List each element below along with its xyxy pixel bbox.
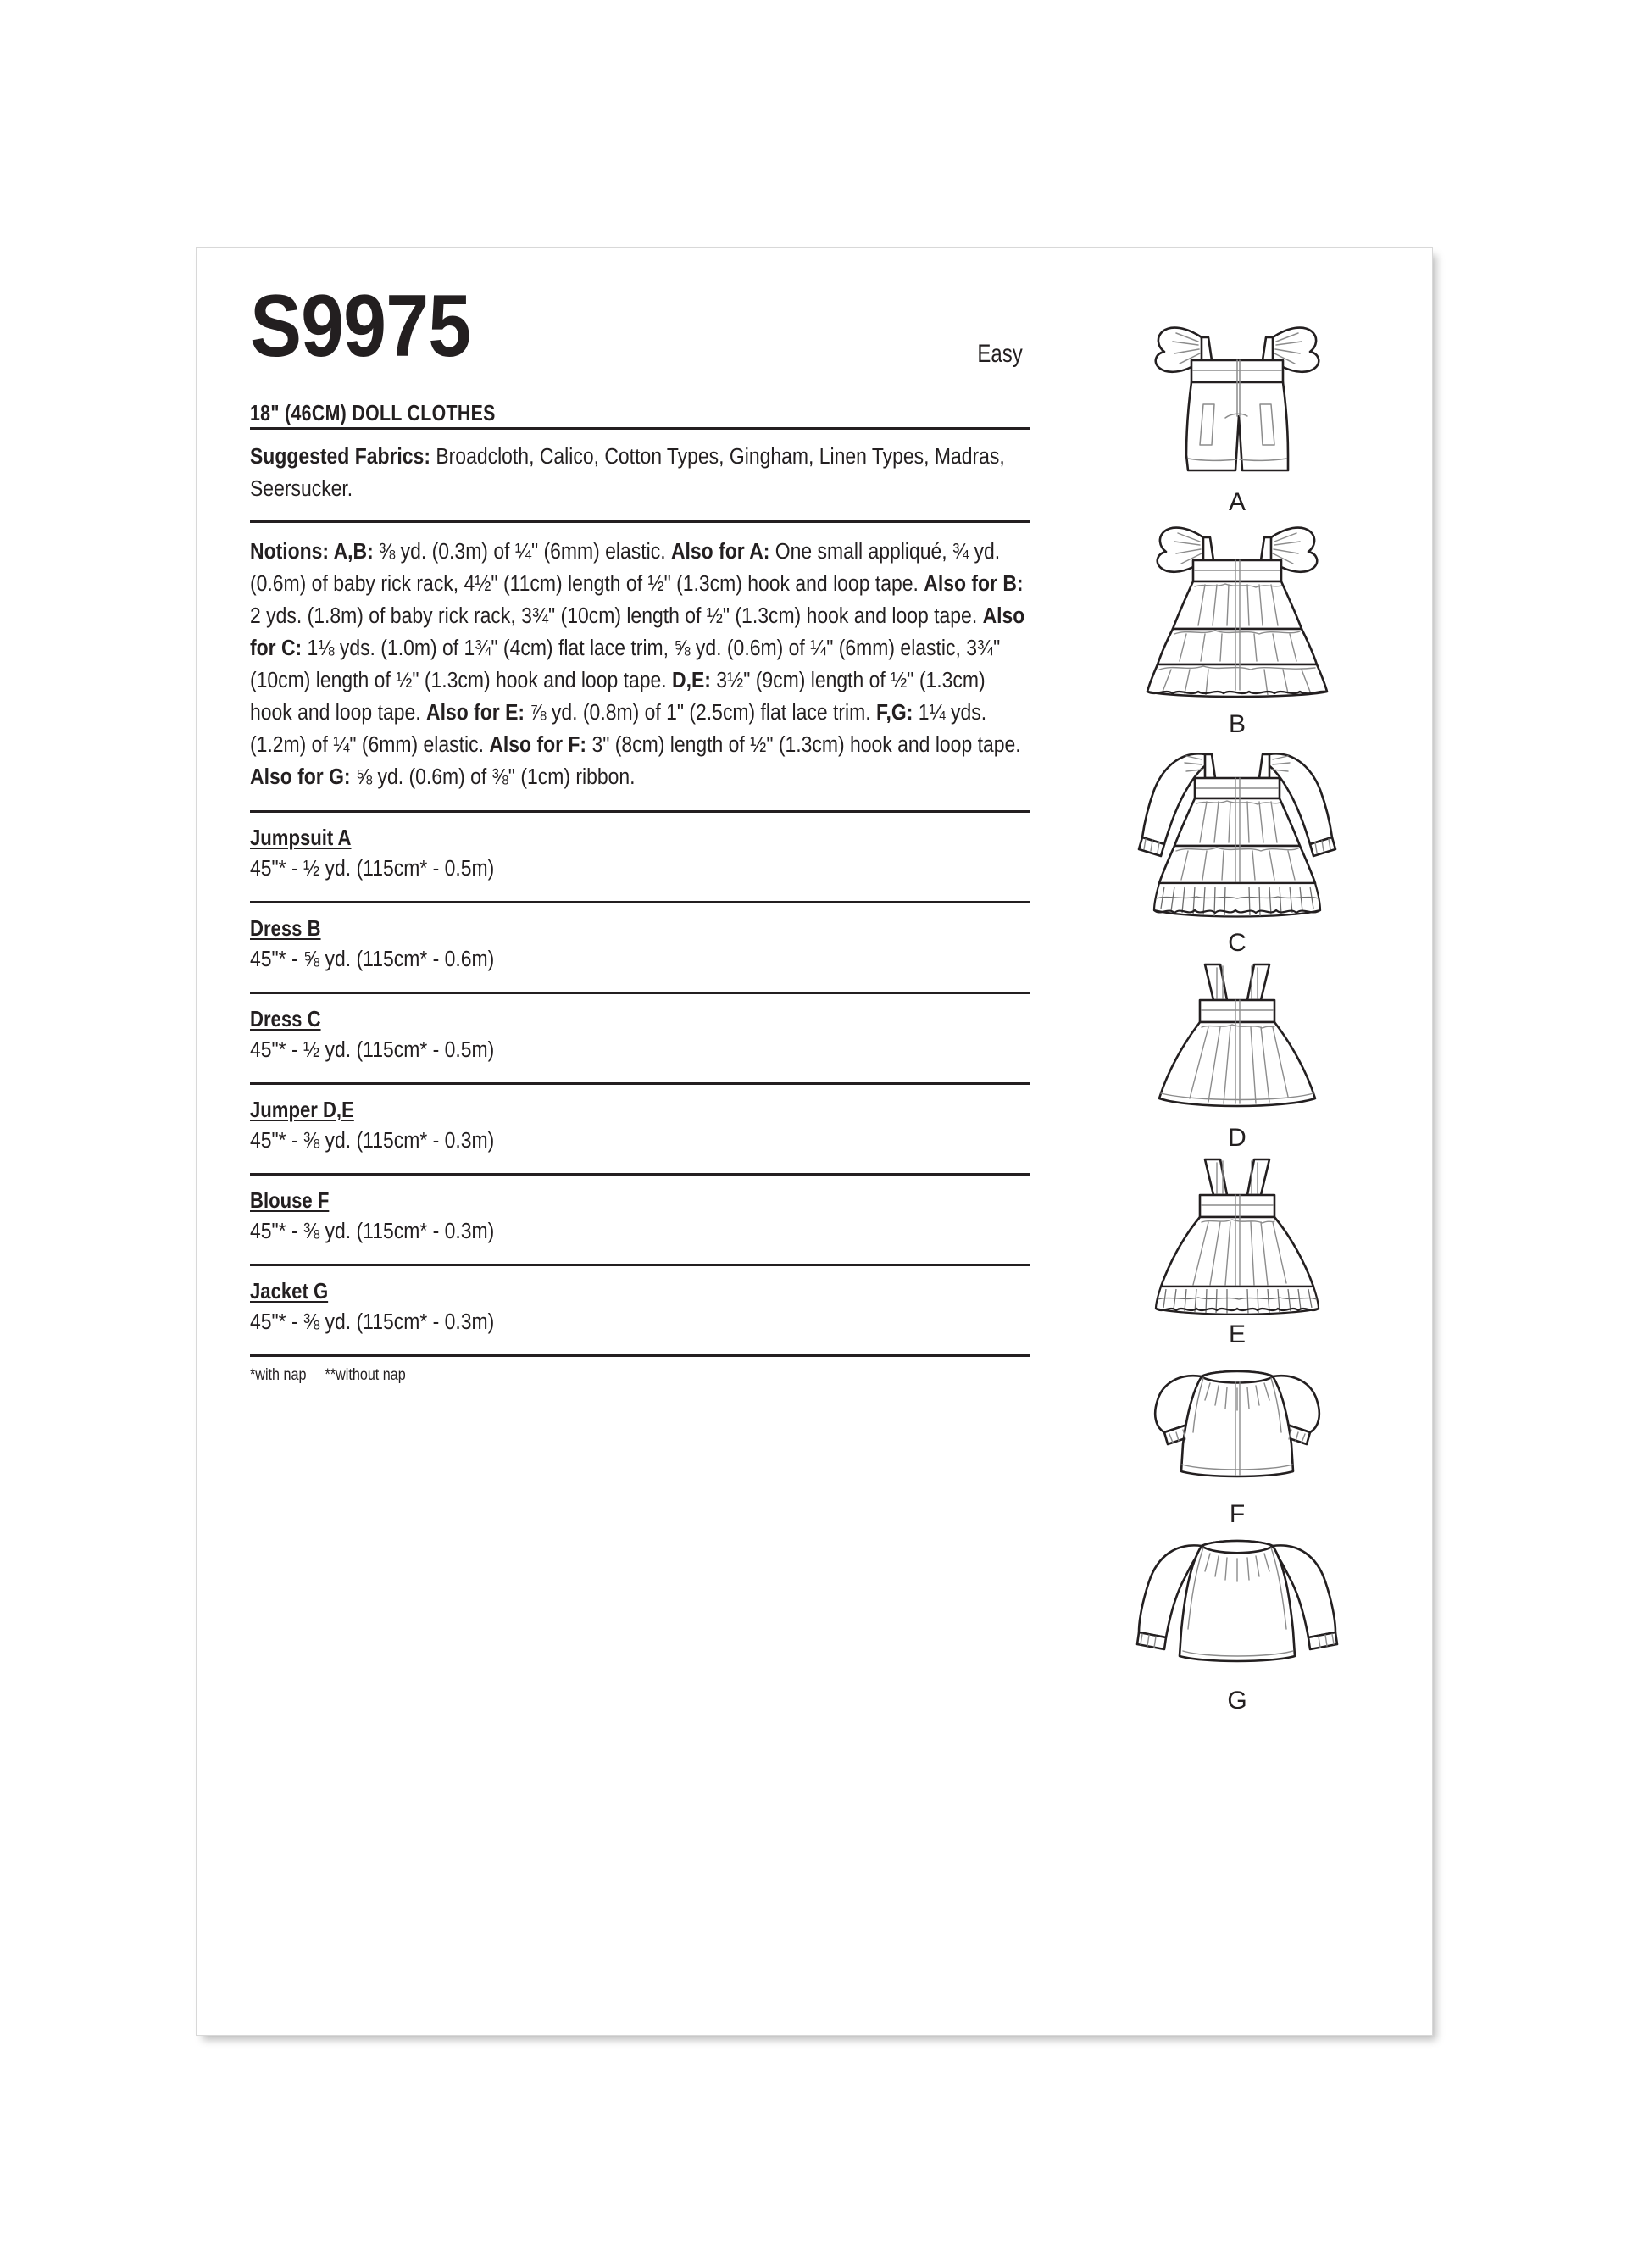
notions-label-3: Also for C:: [250, 604, 1025, 660]
view-letter-f: F: [1229, 1500, 1246, 1528]
text-column: [250, 277, 1030, 1386]
suggested-fabrics-text: [250, 441, 1030, 505]
yardage-item: [250, 1085, 1030, 1173]
view-a-cell: [1097, 289, 1377, 515]
notions-label-5: Also for E:: [425, 701, 525, 725]
view-d-cell: [1097, 956, 1377, 1151]
notions-label-7: Also for F:: [489, 733, 587, 757]
notions-label-8: Also for G:: [250, 765, 351, 789]
sheet-content: [250, 277, 1380, 1984]
yardage-garment-name: Dress B: [250, 915, 321, 941]
view-f-cell: [1097, 1348, 1377, 1527]
yardage-item: [250, 994, 1030, 1082]
lace-ruffle-hem: [1156, 1287, 1319, 1315]
jumpsuit-a-illustration: [1127, 289, 1347, 488]
suggested-fabrics-label: Suggested Fabrics:: [250, 445, 430, 469]
notions-value-2: 2 yds. (1.8m) of baby rick rack, 3¾" (10cm) length of ½" (1.3cm) hook and loop tape.: [250, 604, 983, 628]
yardage-amount: 45"* - ½ yd. (115cm* - 0.5m): [250, 1038, 495, 1062]
subtitle: 18" (46CM) DOLL CLOTHES: [250, 400, 496, 425]
view-c-cell: [1097, 737, 1377, 956]
yardage-garment-name: Jumper D,E: [250, 1097, 354, 1122]
with-nap-note: *with nap: [250, 1366, 307, 1384]
notions-value-4: 3½" (9cm) length of ½" (1.3cm) hook and loop tape.: [250, 669, 986, 725]
view-g-cell: [1097, 1527, 1377, 1714]
notions-block: [250, 523, 1030, 810]
view-letter-e: E: [1228, 1320, 1246, 1348]
yardage-item: [250, 1176, 1030, 1264]
yardage-garment-name: Blouse F: [250, 1187, 330, 1213]
yardage-list: [250, 813, 1030, 1354]
view-letter-c: C: [1228, 929, 1246, 957]
notions-label-1: Also for A:: [670, 540, 770, 564]
title-row: [250, 277, 1030, 401]
notions-value-1: One small appliqué, ¾ yd. (0.6m) of baby rick rack, 4½" (11cm) length of ½" (1.3cm) hook and loop tape.: [250, 540, 1001, 596]
yardage-item: [250, 813, 1030, 901]
dress-b-illustration: [1127, 515, 1347, 710]
notions-value-3: 1⅛ yds. (1.0m) of 1¾" (4cm) flat lace trim, ⅝ yd. (0.6m) of ¼" (6mm) elastic, 3¾" (10cm) length of ½" (1.3cm) hook and loop tape.: [250, 636, 1001, 692]
yardage-amount: 45"* - ⅜ yd. (115cm* - 0.3m): [250, 1310, 495, 1334]
notions-value-7: 3" (8cm) length of ½" (1.3cm) hook and loop tape.: [586, 733, 1021, 757]
view-b-cell: [1097, 515, 1377, 737]
notions-label-4: D,E:: [672, 669, 711, 692]
view-letter-a: A: [1228, 488, 1246, 516]
dress-c-illustration: [1127, 737, 1347, 929]
yardage-item: [250, 1266, 1030, 1354]
page-title: S9975: [250, 277, 471, 375]
without-nap-note: **without nap: [325, 1366, 406, 1384]
suggested-fabrics-value: Broadcloth, Calico, Cotton Types, Gingham, Linen Types, Madras, Seersucker.: [250, 445, 1005, 501]
difficulty-label: Easy: [977, 340, 1023, 368]
yardage-amount: 45"* - ½ yd. (115cm* - 0.5m): [250, 857, 495, 881]
nap-note: [250, 1357, 913, 1386]
yardage-item: [250, 903, 1030, 992]
view-letter-b: B: [1228, 710, 1246, 738]
yardage-amount: 45"* - ⅝ yd. (115cm* - 0.6m): [250, 948, 495, 971]
yardage-garment-name: Dress C: [250, 1006, 321, 1031]
pattern-envelope-back-sheet: [196, 247, 1433, 2036]
yardage-amount: 45"* - ⅜ yd. (115cm* - 0.3m): [250, 1220, 495, 1243]
notions-value-6: 1¼ yds. (1.2m) of ¼" (6mm) elastic.: [250, 701, 987, 757]
view-letter-g: G: [1227, 1687, 1247, 1715]
view-letter-d: D: [1228, 1124, 1246, 1152]
blouse-f-illustration: [1127, 1348, 1347, 1500]
notions-value-5: ⅞ yd. (0.8m) of 1" (2.5cm) flat lace trim.: [525, 701, 877, 725]
notions-text: [250, 536, 1030, 793]
yardage-garment-name: Jacket G: [250, 1278, 329, 1304]
jacket-g-illustration: [1127, 1527, 1347, 1687]
line-art-column: [1097, 289, 1377, 1714]
jumper-e-illustration: [1127, 1151, 1347, 1320]
notions-label-6: F,G:: [876, 701, 913, 725]
view-e-cell: [1097, 1151, 1377, 1348]
jumper-d-illustration: [1127, 956, 1347, 1124]
suggested-fabrics-block: [250, 430, 1030, 520]
notions-value-0: ⅜ yd. (0.3m) of ¼" (6mm) elastic.: [373, 540, 671, 564]
yardage-garment-name: Jumpsuit A: [250, 825, 352, 850]
yardage-amount: 45"* - ⅜ yd. (115cm* - 0.3m): [250, 1129, 495, 1153]
notions-label-2: Also for B:: [924, 572, 1024, 596]
notions-label-0: Notions: A,B:: [250, 540, 374, 564]
notions-value-8: ⅝ yd. (0.6m) of ⅜" (1cm) ribbon.: [350, 765, 636, 789]
